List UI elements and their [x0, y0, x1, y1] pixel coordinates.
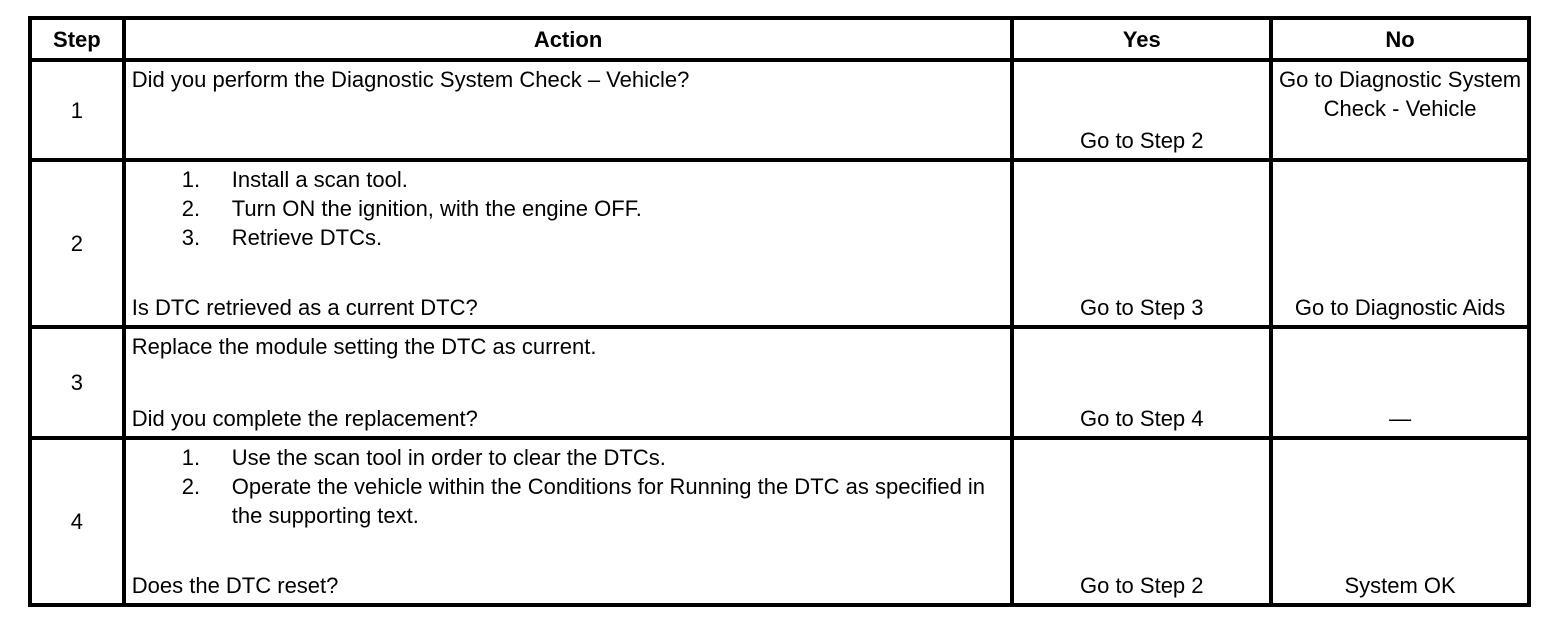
step-number: 1	[30, 60, 124, 160]
yes-result: Go to Step 2	[1012, 438, 1271, 605]
header-yes: Yes	[1012, 18, 1271, 60]
action-question: Did you complete the replacement?	[131, 406, 478, 431]
no-result: System OK	[1271, 438, 1529, 605]
yes-result: Go to Step 3	[1012, 160, 1271, 327]
list-item	[132, 472, 1005, 530]
action-cell	[124, 438, 1013, 605]
diagnostic-table	[28, 16, 1531, 607]
list-item-number: 1.	[181, 167, 201, 192]
step-number: 4	[30, 438, 124, 605]
action-steps-list	[132, 443, 1005, 530]
list-item	[132, 165, 1005, 194]
no-result: —	[1271, 327, 1529, 438]
list-item	[132, 443, 1005, 472]
list-item	[132, 194, 1005, 223]
yes-result: Go to Step 4	[1012, 327, 1271, 438]
table-row	[30, 438, 1529, 605]
action-text: Replace the module setting the DTC as current.	[131, 334, 597, 359]
list-item-text: Install a scan tool.	[231, 167, 408, 192]
list-item-number: 3.	[181, 225, 201, 250]
table-header-row	[30, 18, 1529, 60]
action-cell	[124, 160, 1013, 327]
list-item-number: 2.	[181, 474, 201, 499]
table-row	[30, 327, 1529, 438]
yes-result: Go to Step 2	[1012, 60, 1271, 160]
list-item	[132, 223, 1005, 252]
list-item-text: Retrieve DTCs.	[231, 225, 383, 250]
step-number: 2	[30, 160, 124, 327]
table-row	[30, 60, 1529, 160]
list-item-text: Use the scan tool in order to clear the DTCs.	[231, 445, 666, 470]
list-item-number: 2.	[181, 196, 201, 221]
header-action: Action	[124, 18, 1013, 60]
list-item-text: Operate the vehicle within the Conditions for Running the DTC as specified in the supporting text.	[231, 474, 986, 528]
step-number: 3	[30, 327, 124, 438]
action-text: Did you perform the Diagnostic System Check – Vehicle?	[131, 67, 690, 92]
table-row	[30, 160, 1529, 327]
list-item-text: Turn ON the ignition, with the engine OFF.	[231, 196, 642, 221]
action-steps-list	[132, 165, 1005, 252]
header-step: Step	[30, 18, 124, 60]
no-result: Go to Diagnostic Aids	[1271, 160, 1529, 327]
action-cell	[124, 60, 1013, 160]
header-no: No	[1271, 18, 1529, 60]
action-question: Is DTC retrieved as a current DTC?	[131, 295, 478, 320]
list-item-number: 1.	[181, 445, 201, 470]
action-cell	[124, 327, 1013, 438]
action-question: Does the DTC reset?	[131, 573, 339, 598]
no-result: Go to Diagnostic System Check - Vehicle	[1271, 60, 1529, 160]
